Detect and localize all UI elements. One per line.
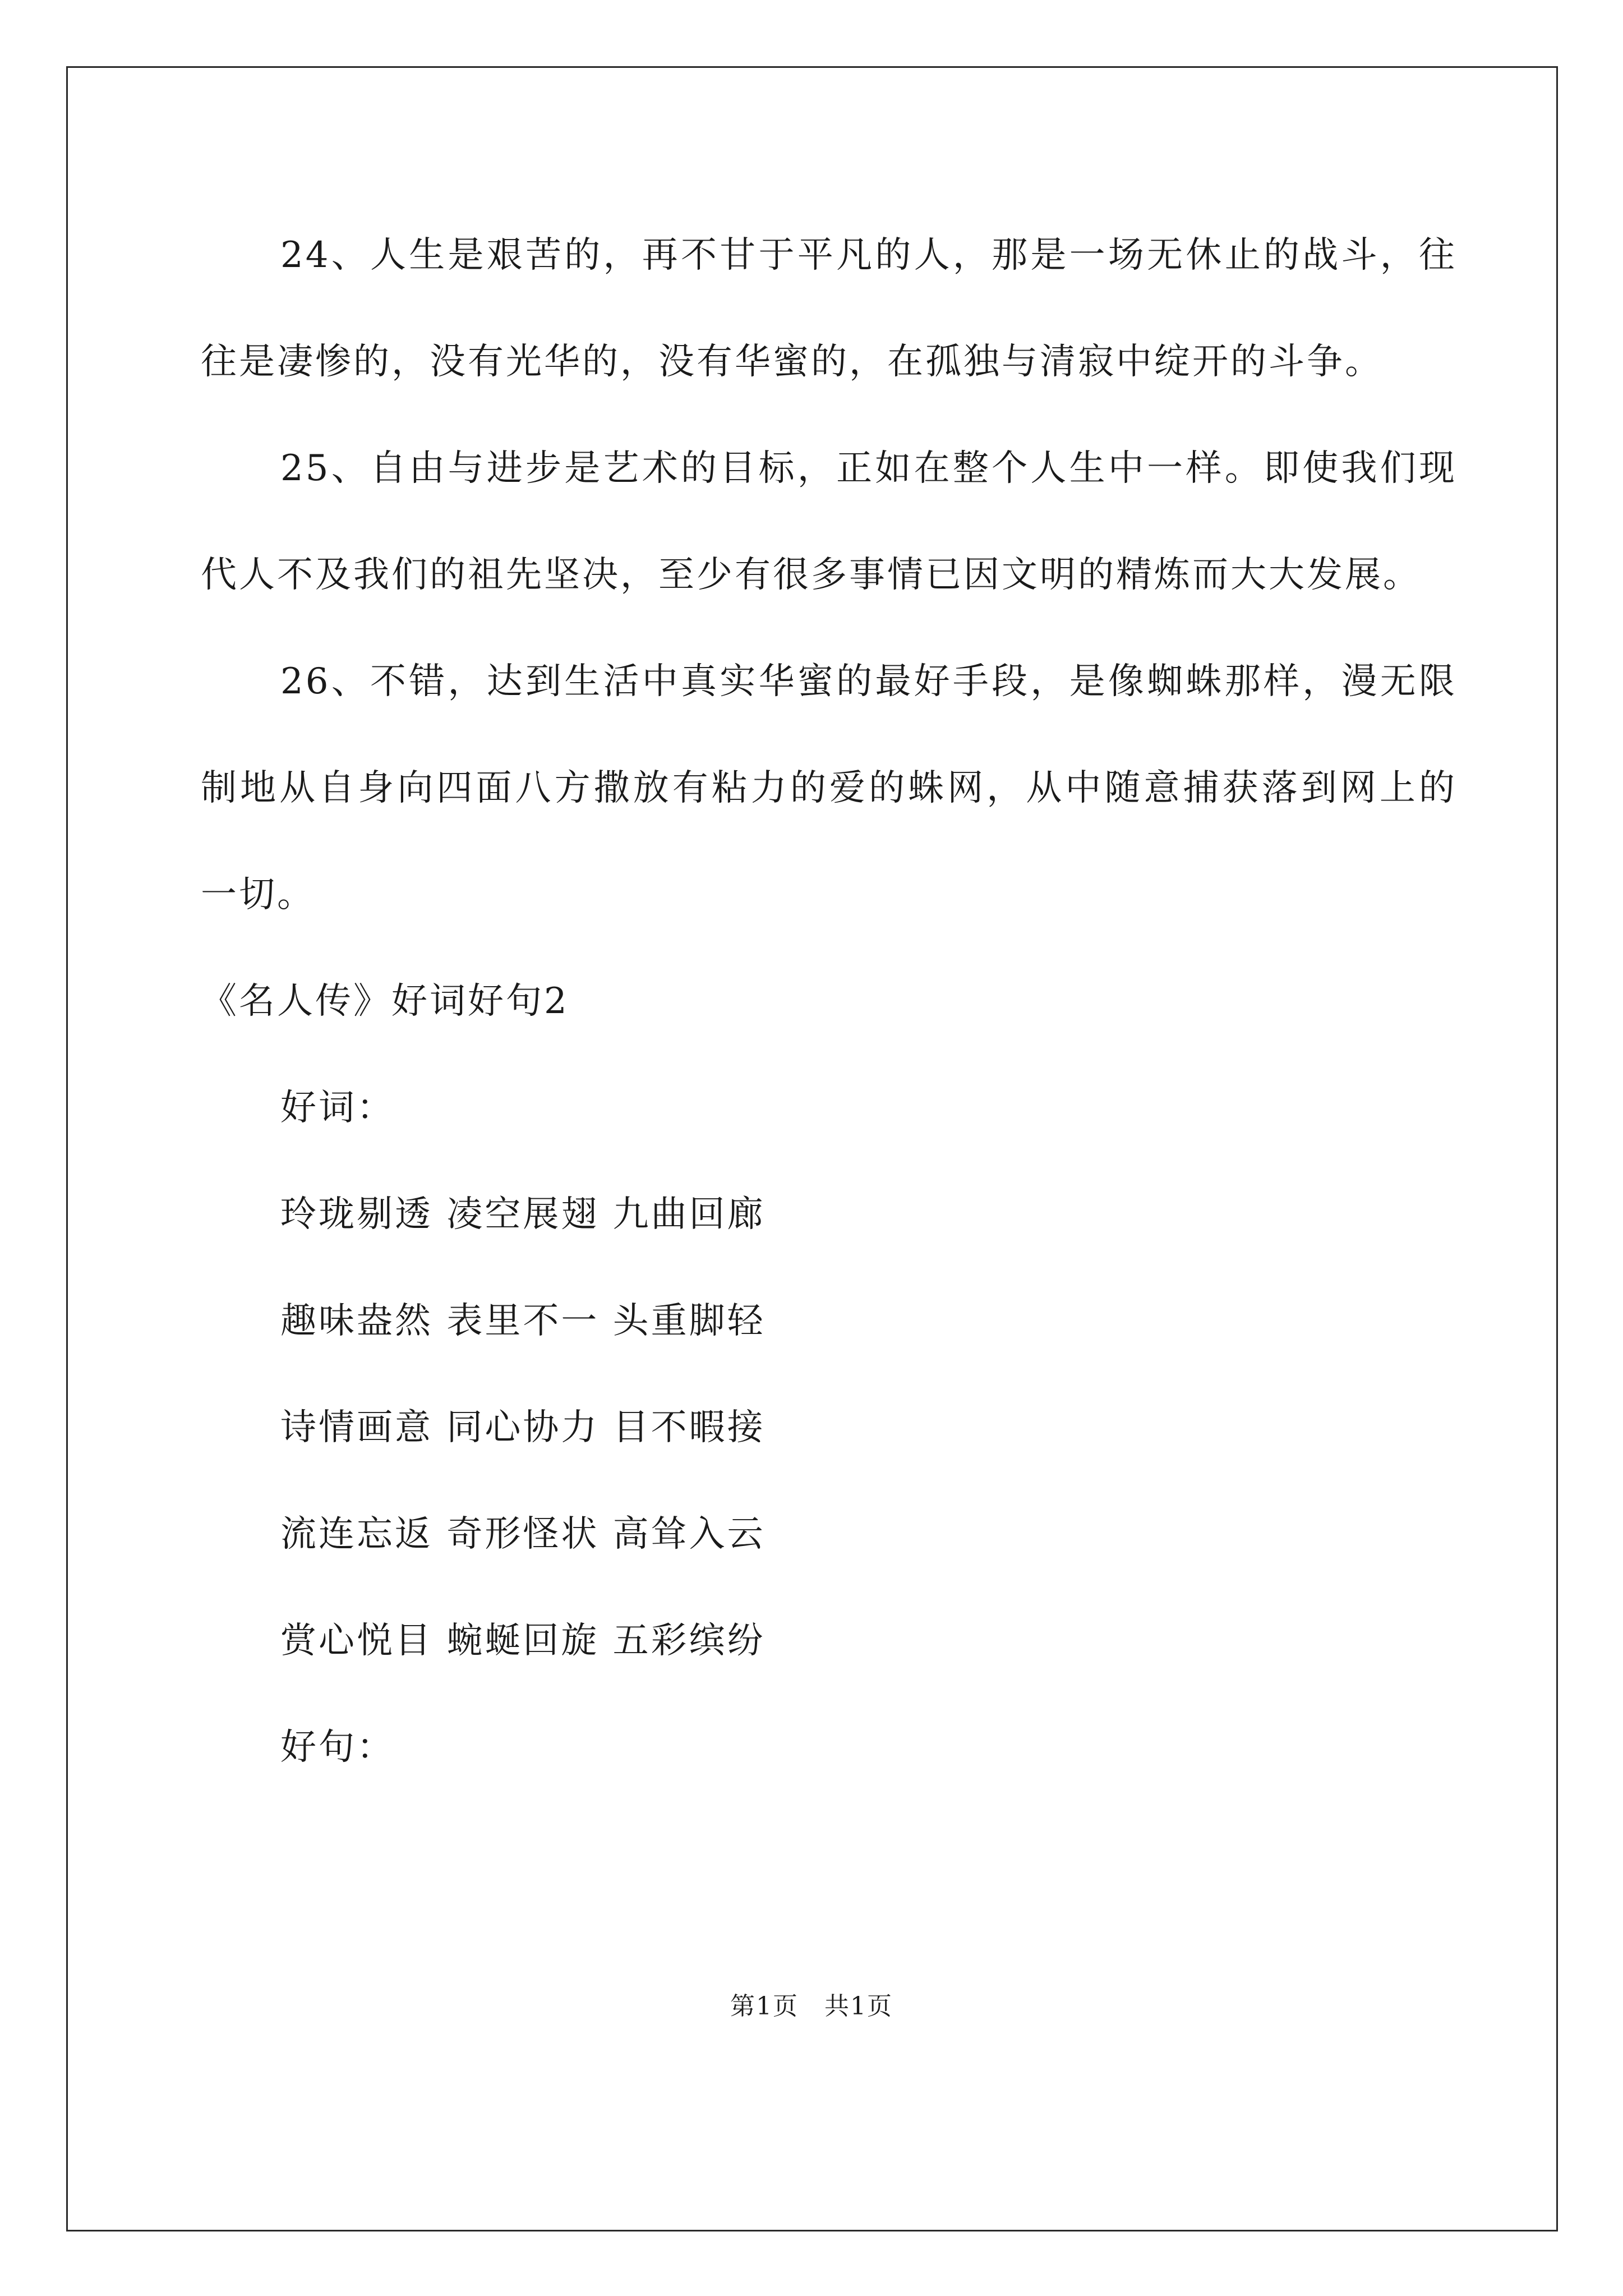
document-body [201,0,1457,1801]
paragraph-26: 26、不错，达到生活中真实华蜜的最好手段，是像蜘蛛那样，漫无限制地从自身向四面八方撒放有粘力的爱的蛛网，从中随意捕获落到网上的一切。 [201,661,1457,915]
page-footer: 第1页 共1页 [730,1992,893,2021]
paragraph-25: 25、自由与进步是艺术的目标，正如在整个人生中一样。即使我们现代人不及我们的祖先坚决，至少有很多事情已因文明的精炼而大大发展。 [201,448,1457,596]
word-row: 赏心悦目 蜿蜒回旋 五彩缤纷 [280,1620,766,1662]
good-words-label: 好词： [280,1087,395,1129]
good-sentences-label: 好句： [280,1727,395,1768]
paragraph-24: 24、人生是艰苦的，再不甘于平凡的人，那是一场无休止的战斗，往往是凄惨的，没有光华的，没有华蜜的，在孤独与清寂中绽开的斗争。 [201,234,1457,383]
word-row: 诗情画意 同心协力 目不暇接 [280,1407,766,1448]
word-row: 趣味盎然 表里不一 头重脚轻 [280,1300,766,1342]
word-row: 流连忘返 奇形怪状 高耸入云 [280,1513,766,1555]
word-row: 玲珑剔透 凌空展翅 九曲回廊 [280,1194,766,1235]
section-heading: 《名人传》好词好句2 [201,981,569,1022]
